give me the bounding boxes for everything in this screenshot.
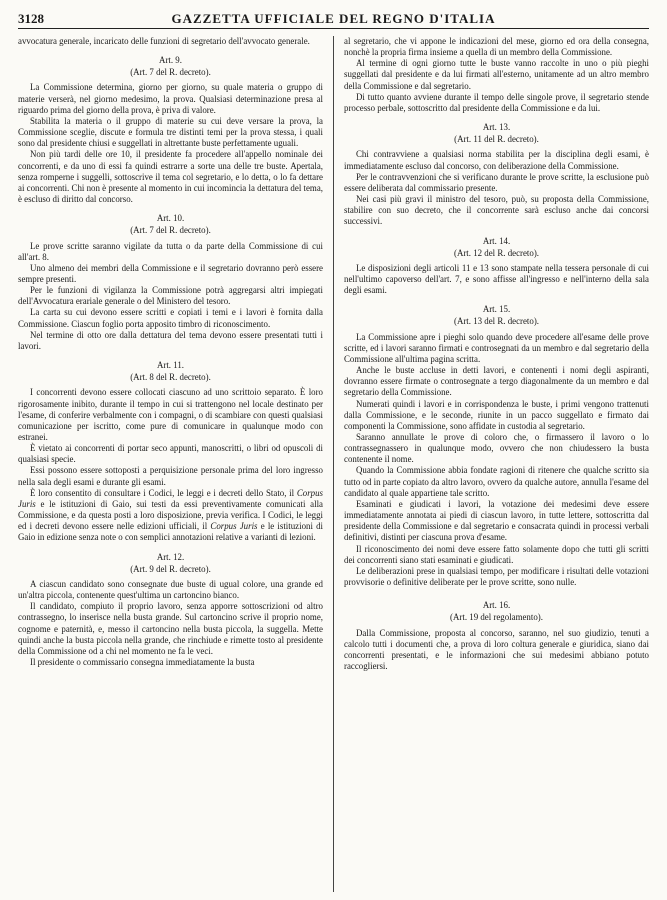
article-10-title: Art. 10. (156, 213, 185, 224)
paragraph: Chi contravviene a qualsiasi norma stabilita per la disciplina degli esami, è immediatamente escluso dal concorso, con deliberazione della Commissione. (344, 149, 649, 171)
column-divider (333, 36, 334, 892)
paragraph: Il riconoscimento dei nomi deve essere fatto solamente dopo che tutti gli scritti dei concorrenti siano stati esaminati e giudicati. (344, 543, 649, 565)
article-12-title: Art. 12. (156, 551, 185, 562)
paragraph: Il candidato, compiuto il proprio lavoro, senza apporre sottoscrizioni od altro contrassegno, lo inserisce nella busta grande. Sul cartoncino scrive il proprio nome, cognome e paternità, e, messo il cartoncino nella busta piccola, la suggella. Mette quindi anche la busta piccola nella grande, che rinchiude e rimette tosto al presidente della Commissione od a chi nel momento ne fa le veci. (18, 601, 323, 656)
paragraph: Anche le buste accluse in detti lavori, e contenenti i nomi degli aspiranti, dovranno essere firmate o controsegnate a tergo diagonalmente da un membro e dal segretario della Commissione. (344, 365, 649, 398)
left-column (18, 36, 323, 892)
article-16-title: Art. 16. (482, 600, 511, 611)
paragraph: Numerati quindi i lavori e in corrispondenza le buste, i primi vengono trattenuti dalla Commissione, e le seconde, riunite in un pacco suggellato e firmato dai componenti la Commissione, sono affidate in custodia al segretario. (344, 398, 649, 431)
paragraph: Esaminati e giudicati i lavori, la votazione dei medesimi deve essere immediatamente annotata ai piedi di ciascun lavoro, in tutte lettere, sottoscritta dal presidente della Commissione e dal segretario e consacrata quindi in processi verbali definitivi, distinti per ciascuna prova d'esame. (344, 498, 649, 543)
text-run: e le istituzioni di Gaio, sui testi da essi preventivamente comunicati alla Commissione, e da questa posti a loro disposizione, previa verifica. I Codici, le leggi ed i decreti devono essere nelle edizioni ufficiali, il (18, 498, 323, 532)
paragraph: La Commissione determina, giorno per giorno, su quale materia o gruppo di materie verserà, nel giorno medesimo, la prova. Qualsiasi determinazione presa al riguardo prima del giorno della prova, è priva di valore. (18, 82, 323, 115)
article-9-reference: (Art. 7 del R. decreto). (130, 67, 211, 78)
paragraph: A ciascun candidato sono consegnate due buste di ugual colore, una grande ed un'altra piccola, contenente quest'ultima un cartoncino bianco. (18, 578, 323, 601)
paragraph: È vietato ai concorrenti di portar seco appunti, manoscritti, o libri od opuscoli di qualsiasi specie. (18, 443, 323, 465)
paragraph: Uno almeno dei membri della Commissione e il segretario dovranno però essere sempre presenti. (18, 262, 323, 284)
text-run-italic: Corpus Juris (210, 521, 258, 532)
paragraph: Le prove scritte saranno vigilate da tutta o da parte della Commissione di cui all'art. 8. (18, 240, 323, 262)
paragraph: Nei casi più gravi il ministro del tesoro, può, su proposta della Commissione, stabilire con suo decreto, che il concorrente sarà escluso anche dai concorsi successivi. (344, 194, 649, 227)
paragraph: Il presidente o commissario consegna immediatamente la busta (30, 656, 255, 667)
article-10-reference: (Art. 7 del R. decreto). (130, 225, 211, 236)
paragraph: Quando la Commissione abbia fondate ragioni di ritenere che qualche scritto sia tutto od in parte copiato da altro lavoro, ovvero da qualche autore, annulla l'esame del candidato al quale appartiene tale scritto. (344, 465, 649, 498)
article-14-reference: (Art. 12 del R. decreto). (453, 247, 540, 258)
paragraph: I concorrenti devono essere collocati ciascuno ad uno scrittoio separato. È loro rigorosamente inibito, durante il tempo in cui si trattengono nel locale destinato per l'esame, di conferire verbalmente con i compagni, o di scambiare con questi qualsiasi comunicazione per iscritto, come pure di comunicare in qualunque modo con estranei. (18, 387, 323, 442)
page-number: 3128 (18, 11, 44, 26)
paragraph (18, 488, 323, 544)
paragraph: Stabilita la materia o il gruppo di materie su cui deve versare la prova, la Commissione sceglie, discute e formula tre distinti temi per la prova stessa, i quali sono dal presidente chiusi e suggellati in altrettante buste perfettamente uguali. (18, 115, 323, 149)
text-run: e le istituzioni di Gaio in edizione senza note o con semplici annotazioni relative a varianti di lezioni. (18, 521, 323, 543)
paragraph: La carta su cui devono essere scritti e copiati i temi e i lavori è fornita dalla Commissione. Ciascun foglio porta apposito timbro di riconoscimento. (18, 307, 323, 329)
right-column (344, 36, 649, 892)
article-16-reference: (Art. 19 del regolamento). (450, 612, 543, 623)
gazette-title: GAZZETTA UFFICIALE DEL REGNO D'ITALIA (171, 11, 496, 26)
paragraph: Essi possono essere sottoposti a perquisizione personale prima del loro ingresso nella sala degli esami e durante gli esami. (18, 465, 323, 487)
paragraph: Per le contravvenzioni che si verificano durante le prove scritte, la esclusione può essere deliberata dal commissario presente. (344, 171, 649, 193)
text-run-italic: Corpus Juris (18, 487, 323, 509)
paragraph: Dalla Commissione, proposta al concorso, saranno, nel suo giudizio, tenuti a calcolo tutti i documenti che, a prova di loro coltura generale e giuridica, siano dai concorrenti presentati, e le informazioni che sui medesimi abbiano potuto raccogliersi. (344, 627, 649, 671)
article-9-title: Art. 9. (159, 55, 182, 66)
article-11-reference: (Art. 8 del R. decreto). (130, 372, 211, 383)
paragraph: La Commissione apre i pieghi solo quando deve procedere all'esame delle prove scritte, ed i lavori saranno firmati e controsegnati da un membro e dal segretario della Commissione all'ultima pagina scritta. (344, 331, 649, 364)
paragraph: avvocatura generale, incaricato delle funzioni di segretario dell'avvocato generale. (18, 36, 310, 46)
paragraph: Al termine di ogni giorno tutte le buste vanno raccolte in uno o più pieghi suggellati dal presidente e da lui firmati all'esterno, unitamente ad un altro membro della Commissione e dal segretario. (344, 58, 649, 91)
article-15-title: Art. 15. (482, 304, 511, 315)
paragraph: Le deliberazioni prese in qualsiasi tempo, per modificare i risultati delle votazioni provvisorie o definitive deliberate per le prove scritte, sono nulle. (344, 565, 649, 588)
paragraph: al segretario, che vi appone le indicazioni del mese, giorno ed ora della consegna, nonchè la propria firma insieme a quella di un membro della Commissione. (344, 36, 649, 58)
text-run: È loro consentito di consultare i Codici, le leggi e i decreti dello Stato, il (30, 487, 297, 498)
paragraph: Le disposizioni degli articoli 11 e 13 sono stampate nella tessera personale di cui nell'ultimo capoverso dell'art. 7, e sono affisse all'ingresso e nell'interno della sala degli esami. (344, 262, 649, 296)
paragraph: Per le funzioni di vigilanza la Commissione potrà aggregarsi altri impiegati dell'Avvocatura erariale generale o del Ministero del tesoro. (18, 285, 323, 307)
article-14-title: Art. 14. (482, 235, 511, 246)
paragraph: Nel termine di otto ore dalla dettatura del tema devono essere presentati tutti i lavori. (18, 329, 323, 351)
article-11-title: Art. 11. (156, 360, 185, 371)
article-12-reference: (Art. 9 del R. decreto). (130, 563, 211, 574)
article-15-reference: (Art. 13 del R. decreto). (453, 316, 540, 327)
paragraph: Saranno annullate le prove di coloro che, o firmassero il lavoro o lo contrassegnassero in qualunque modo, ovvero che non chiudessero la busta contenente il nome. (344, 432, 649, 465)
page-header (18, 10, 649, 29)
paragraph: Non più tardi delle ore 10, il presidente fa procedere all'appello nominale dei concorrenti, e da uno di essi fa quindi estrarre a sorte una delle tre buste. Apertala, senza romperne i suggelli, sottoscrive il tema col segretario, e lo detta, o lo fa dettare ai concorrenti. Chi non è presente al momento in cui incomincia la dettatura del tema, è escluso di diritto dal concorso. (18, 149, 323, 205)
article-13-reference: (Art. 11 del R. decreto). (454, 134, 539, 145)
article-13-title: Art. 13. (482, 122, 511, 133)
paragraph: Di tutto quanto avviene durante il tempo delle singole prove, il segretario stende processo perbale, sottoscritto dal presidente della Commissione e da lui. (344, 91, 649, 113)
